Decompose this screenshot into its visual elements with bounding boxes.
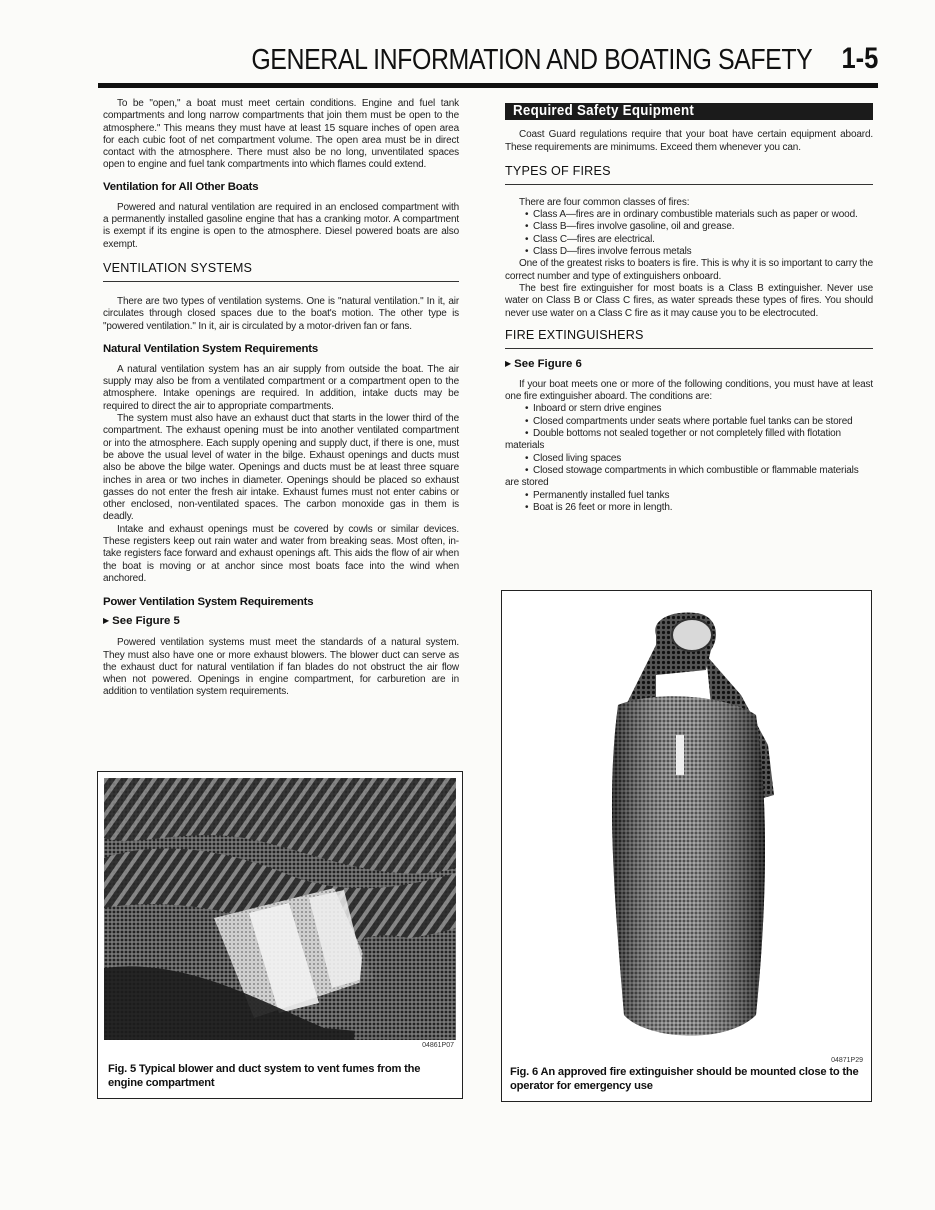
natural-ventilation-heading: Natural Ventilation System Requirements [103, 342, 319, 355]
power-ventilation-paragraph: Powered ventilation systems must meet the standards of a natural system. They must also have one or more exhaust blowers. The blower duct can serve as the exhaust duct for natural ventilation if fan blades do not obstruct the air flow when not powered. Openings in engine compartment, for carburetion are in addition to ventilation system requirements. [103, 637, 459, 698]
see-figure-6[interactable] [505, 357, 873, 372]
natural-ventilation-paragraph-1: A natural ventilation system has an air supply from outside the boat. The air supply may also be from a ventilated compartment or a compartment open to the atmosphere. Intake openings are required. In addition, intake ducts may be required to direct the air to appropriate compartments. [103, 363, 459, 412]
see-figure-6-label: See Figure 6 [514, 357, 582, 370]
list-item: • Inboard or stern drive engines [525, 403, 662, 415]
open-boat-paragraph: To be "open," a boat must meet certain conditions. Engine and fuel tank compartments and long narrow compartments that join them must be open to the atmosphere." This means they must have at least 15 square inches of open area for each cubic foot of net compartment volume. The open area must be in direct contact with the atmosphere. There must also be no long, unventilated spaces open to engine and fuel tank compartments into which flames could extend. [103, 98, 459, 171]
natural-ventilation-paragraph-3: Intake and exhaust openings must be covered by cowls or similar devices. These registers keep out rain water and water from breaking seas. Most often, in-take registers face forward and exhaust openings aft. This aids the flow of air when the boat is moving or at anchor since most boats face into the wind when anchored. [103, 523, 459, 584]
list-item: • Closed compartments under seats where portable fuel tanks can be stored [525, 415, 853, 427]
power-ventilation-heading: Power Ventilation System Requirements [103, 596, 314, 609]
figure-5 [97, 771, 463, 1099]
list-item: • Double bottoms not sealed together or not completely filled with flotation materials [505, 428, 841, 452]
arrow-icon: ▶ [505, 358, 512, 368]
safety-equipment-intro: Coast Guard regulations require that your boat have certain equipment aboard. These requirements are minimums. Exceed them whenever you can. [505, 129, 873, 153]
required-safety-equipment-banner [505, 103, 873, 120]
list-item: • Class A—fires are in ordinary combustible materials such as paper or wood. [525, 209, 858, 221]
extinguishers-intro: If your boat meets one or more of the following conditions, you must have at least one fire extinguisher aboard. The conditions are: [505, 378, 873, 403]
figure-6-caption: Fig. 6 An approved fire extinguisher should be mounted close to the operator for emergency use [510, 1066, 859, 1092]
ventilation-other-boats-paragraph: Powered and natural ventilation are required in an enclosed compartment with a permanently installed gasoline engine that has a cranking motor. A compartment is exempt if its engine is open to the atmosphere. Diesel powered boats are also exempt. [103, 201, 459, 250]
see-figure-5[interactable] [103, 614, 459, 629]
list-item: • Class D—fires involve ferrous metals [525, 246, 692, 258]
types-of-fires-heading: TYPES OF FIRES [505, 164, 873, 185]
page-number: 1-5 [841, 42, 878, 75]
list-item: • Boat is 26 feet or more in length. [525, 501, 673, 513]
ventilation-systems-heading: VENTILATION SYSTEMS [103, 261, 459, 282]
fire-extinguisher-photo [506, 595, 867, 1055]
list-item: • Closed living spaces [525, 452, 622, 464]
right-column [505, 103, 873, 514]
running-header [250, 40, 878, 80]
list-item: • Class B—fires involve gasoline, oil and grease. [525, 221, 735, 233]
figure-5-code: 04861P07 [422, 1042, 454, 1049]
see-figure-5-label: See Figure 5 [112, 615, 180, 628]
banner-label: Required Safety Equipment [513, 103, 695, 119]
blower-duct-photo [104, 778, 456, 1040]
figure-5-caption: Fig. 5 Typical blower and duct system to vent fumes from the engine compartment [108, 1063, 421, 1089]
figure-6 [501, 590, 872, 1102]
ventilation-other-boats-heading: Ventilation for All Other Boats [103, 180, 259, 193]
arrow-icon: ▶ [103, 616, 110, 626]
fire-extinguishers-heading: FIRE EXTINGUISHERS [505, 328, 873, 349]
fire-classes-list [505, 209, 873, 258]
chapter-title: GENERAL INFORMATION AND BOATING SAFETY [250, 44, 812, 76]
fire-risk-paragraph: One of the greatest risks to boaters is fire. This is why it is so important to carry the correct number and type of extinguishers onboard. [505, 258, 873, 282]
natural-ventilation-paragraph-2: The system must also have an exhaust duct that starts in the lower third of the compartment. The exhaust opening must be into another ventilated compartment or into the atmosphere. Each supply opening and supply duct, if there is one, must be above the usual level of water in the bilge. Exhaust openings and ducts must also be above the bilge water. Openings and ducts must be at least three square inches in area or two inches in diameter. Openings should be placed so exhaust gasses do not enter the fresh air intake. Exhaust fumes must not enter cabins or other enclosed, non-ventilated spaces. The carbon monoxide gas in them is deadly. [103, 413, 459, 523]
figure-6-code: 04871P29 [831, 1057, 863, 1064]
header-rule [98, 83, 878, 88]
left-column [103, 98, 459, 699]
list-item: • Class C—fires are electrical. [525, 233, 655, 245]
list-item: • Permanently installed fuel tanks [525, 489, 670, 501]
conditions-list [505, 403, 873, 514]
extinguisher-class-paragraph: The best fire extinguisher for most boats is a Class B extinguisher. Never use water on Class B or Class C fires, as water spreads these types of fires. You should never use water on a Class C fire as it may cause you to be electrocuted. [505, 282, 873, 319]
list-item: • Closed stowage compartments in which combustible or flammable materials are stored [505, 464, 859, 489]
ventilation-systems-paragraph: There are two types of ventilation systems. One is "natural ventilation." In it, air circulates through closed spaces due to the boat's motion. The other type is "powered ventilation." In it, air is circulated by a motor-driven fan or fans. [103, 295, 459, 332]
types-of-fires-intro: There are four common classes of fires: [519, 196, 690, 208]
